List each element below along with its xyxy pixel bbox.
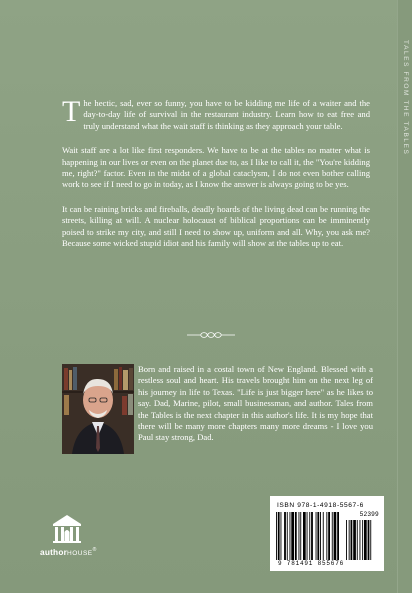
blurb-paragraph-1-text: he hectic, sad, ever so funny, you have to be kidding me life of a waiter and the day-to-day life of survival in the restaurant industry. Learn how to eat free and truly understand what the wait staff is thinking as they approach your table. [83, 98, 370, 131]
publisher-logo [40, 514, 102, 557]
spine-title: TALES FROM THE TABLES [402, 40, 409, 156]
isbn-barcode [270, 496, 384, 571]
author-bio [62, 364, 373, 458]
drop-cap: T [62, 95, 81, 128]
book-blurb [62, 95, 370, 249]
bio-photo-spacer [62, 364, 138, 458]
publisher-name-a: author [40, 547, 68, 557]
blurb-paragraph-1 [62, 95, 370, 132]
barcode-digits: 9 781491 855676 [278, 560, 345, 567]
authorhouse-logo-icon [52, 514, 82, 544]
author-bio-text: Born and raised in a costal town of New England. Blessed with a restless soul and heart. His travels brought him on the next leg of his journey in life to Texas. "Life is just bigger here" as he likes to say. Dad, Marine, pilot, small businessman, and author. Tales from the Tables is the next chapter in this author's life. It is my hope that there will be many more chapters many more dreams - I love you Paul stay strong, Dad. [138, 364, 373, 443]
book-spine [397, 0, 412, 593]
blurb-paragraph-2: Wait staff are a lot like first responders. We have to be at the tables no matter what is happening in our lives or even on the planet due to, as I like to call it, the "You're kidding me, right?" factor. Even in the midst of a global cataclysm, I do not even bother calling work to see if I need to go in today, as I know the answer is always going to be yes. [62, 145, 370, 190]
isbn-number: ISBN 978-1-4918-5567-6 [277, 502, 364, 509]
barcode [276, 512, 378, 560]
ornament-divider-icon [187, 331, 235, 339]
price-code: 52399 [359, 511, 379, 518]
publisher-name [40, 547, 102, 557]
blurb-paragraph-3: It can be raining bricks and fireballs, deadly hoards of the living dead can be running the streets, killing at will. A nuclear holocaust of biblical proportions can be imminently poised to strike my city, and still I need to show up, uniform and all. Why, you ask me? Because some wicked stupid idiot and his family will show at the tables up to eat. [62, 203, 370, 249]
publisher-name-b: HOUSE [67, 550, 93, 557]
registered-mark: ® [92, 547, 97, 554]
